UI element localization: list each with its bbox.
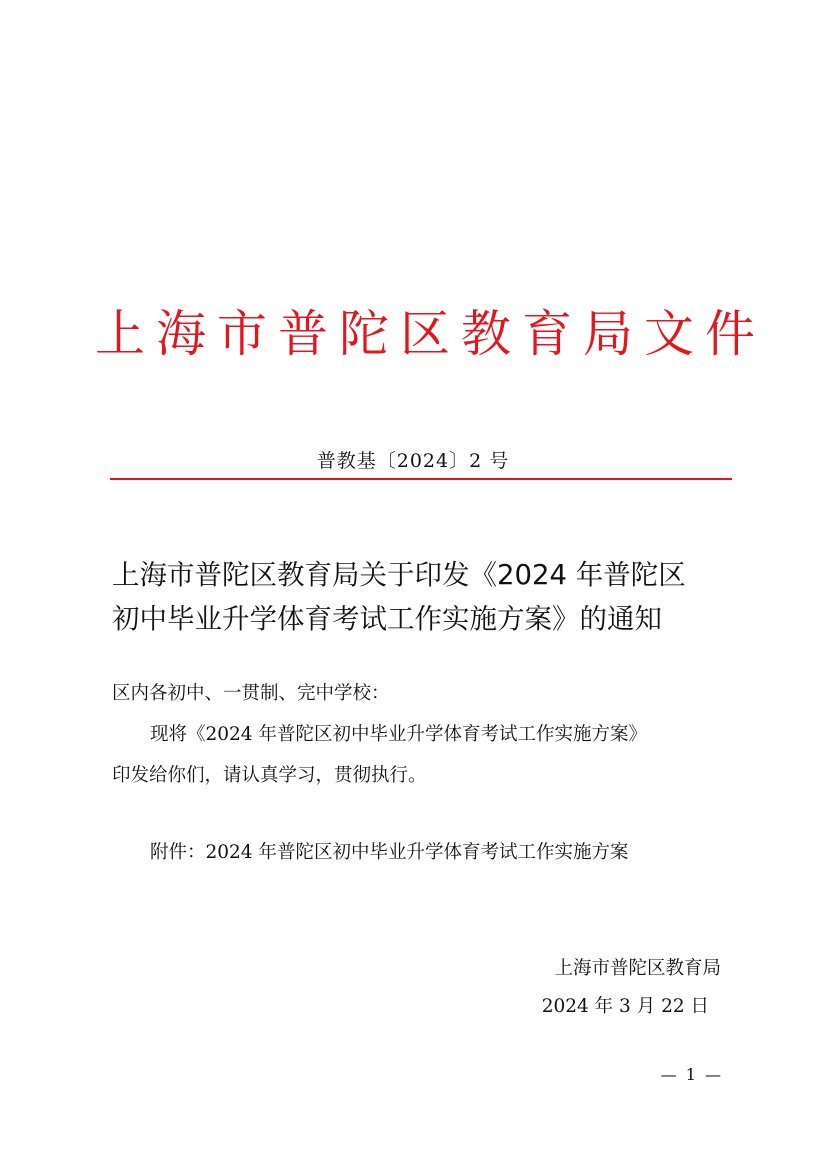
signature-date: 2024 年 3 月 22 日	[541, 996, 709, 1017]
page-number: — 1 —	[660, 1065, 723, 1084]
red-divider-line	[110, 478, 732, 480]
attachment-note: 附件：2024 年普陀区初中毕业升学体育考试工作实施方案	[150, 842, 629, 863]
issuer-header: 上海市普陀区教育局文件	[95, 305, 766, 363]
signature-organization: 上海市普陀区教育局	[554, 958, 721, 979]
document-title	[112, 553, 732, 641]
salutation: 区内各初中、一贯制、完中学校：	[112, 683, 390, 704]
document-number: 普教基〔2024〕2 号	[316, 450, 510, 472]
body-paragraph-line-1: 现将《2024 年普陀区初中毕业升学体育考试工作实施方案》	[150, 724, 647, 745]
title-line-2: 初中毕业升学体育考试工作实施方案》的通知	[112, 603, 662, 635]
title-line-1: 上海市普陀区教育局关于印发《2024 年普陀区	[112, 559, 686, 591]
body-paragraph-line-2: 印发给你们，请认真学习，贯彻执行。	[112, 765, 427, 786]
